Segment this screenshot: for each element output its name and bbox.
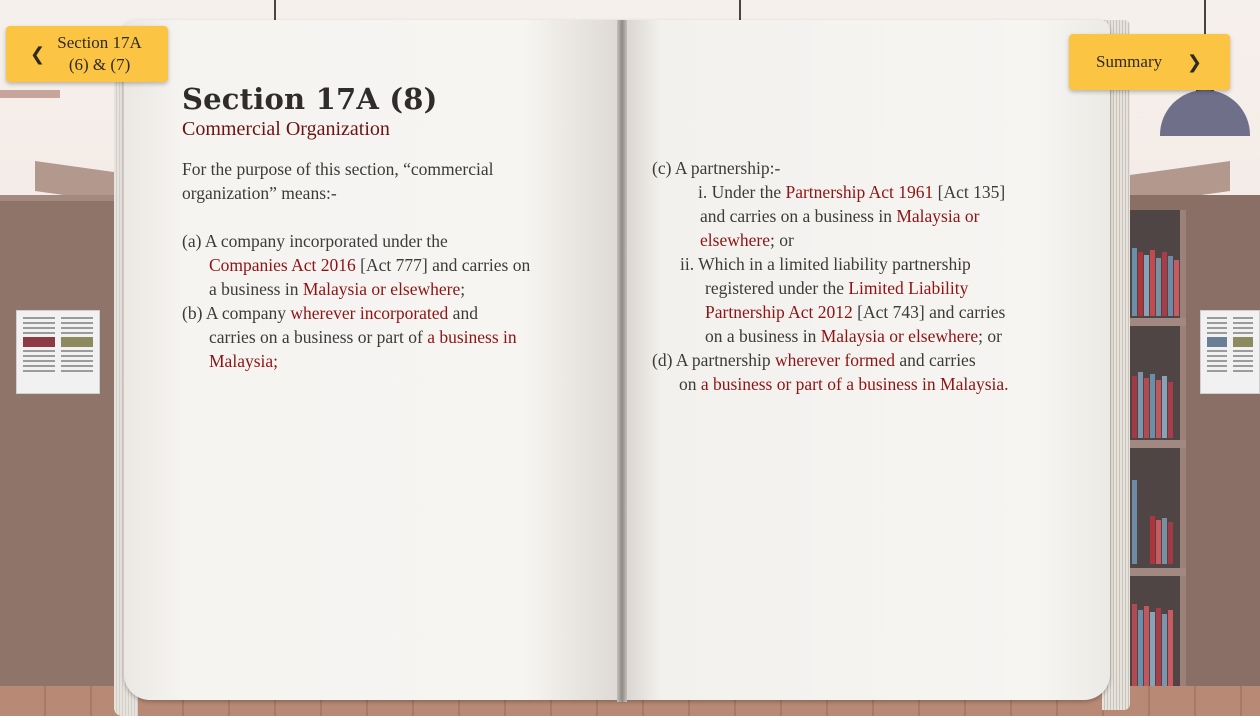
chevron-right-icon: ❯ <box>1186 51 1202 73</box>
highlight-term: Companies Act 2016 <box>209 255 356 275</box>
book <box>1144 255 1149 316</box>
summary-label: Summary <box>1096 52 1163 71</box>
book <box>1168 610 1173 694</box>
book <box>1168 256 1173 316</box>
book <box>1150 612 1155 694</box>
right-page-content <box>652 156 1072 396</box>
book <box>1156 608 1161 694</box>
book <box>1132 248 1137 316</box>
book <box>1168 522 1173 564</box>
item-d: (d) A partnership wherever formed and carries on a business or part of a business in Malaysia. <box>652 350 1009 394</box>
item-c: (c) A partnership:- i. Under the Partnership Act 1961 [Act 135] and carries on a business in Malaysia or elsewhere; or ii. Which in a limited liability partnership registered under the Limited Liability Partnership Act 2012 [Act 743] and carries on a business in Malaysia or elsewhere; or <box>652 156 1072 348</box>
book <box>1150 374 1155 438</box>
highlight-term: Partnership Act 2012 <box>705 302 853 322</box>
item-b: (b) A company wherever incorporated and carries on a business or part of a business in Malaysia; <box>182 303 517 371</box>
page-title: Section 17A (8) <box>182 82 438 116</box>
shelf-board <box>1128 568 1186 576</box>
highlight-term: elsewhere <box>700 230 770 250</box>
book <box>1138 252 1143 316</box>
book <box>1132 376 1137 438</box>
highlight-term: Malaysia or <box>896 206 980 226</box>
highlight-term: wherever incorporated <box>290 303 449 323</box>
bookshelf-left <box>0 195 118 716</box>
book <box>1144 378 1149 438</box>
book <box>1132 604 1137 694</box>
book <box>1144 606 1149 694</box>
shelf-board <box>1128 318 1186 326</box>
book <box>1162 614 1167 694</box>
item-c-i: i. Under the Partnership Act 1961 [Act 135] and carries on a business in Malaysia or elsewhere; or <box>698 182 1006 250</box>
book <box>1162 518 1167 564</box>
book <box>1156 380 1161 438</box>
highlight-term: Malaysia; <box>209 351 279 371</box>
book <box>1162 376 1167 438</box>
wall-poster-right <box>1200 310 1260 394</box>
item-c-ii: ii. Which in a limited liability partnership registered under the Limited Liability Partnership Act 2012 [Act 743] and carries on a business in Malaysia or elsewhere; or <box>680 254 1006 346</box>
wall-poster-left <box>16 310 100 394</box>
highlight-term: Partnership Act 1961 <box>785 182 934 202</box>
book <box>1150 250 1155 316</box>
item-a: (a) A company incorporated under the Companies Act 2016 [Act 777] and carries on a business in Malaysia or elsewhere; <box>182 231 531 299</box>
book <box>1168 382 1173 438</box>
book-spine <box>617 20 627 702</box>
left-page-content <box>182 82 582 373</box>
highlight-term: a business in <box>427 327 517 347</box>
book <box>1156 258 1161 316</box>
highlight-term: Limited Liability <box>848 278 969 298</box>
book <box>1138 610 1143 694</box>
chevron-left-icon: ❮ <box>30 43 46 65</box>
definition-intro: For the purpose of this section, “commercial organization” means:- <box>182 159 494 203</box>
previous-section-label: Section 17A (6) & (7) <box>57 33 142 74</box>
book <box>1162 252 1167 316</box>
summary-button[interactable] <box>1069 34 1230 90</box>
book <box>1174 260 1179 316</box>
highlight-term: Malaysia or elsewhere <box>302 279 461 299</box>
previous-section-button[interactable] <box>6 26 168 82</box>
page-subtitle: Commercial Organization <box>182 118 390 140</box>
shelf-board <box>1128 440 1186 448</box>
book <box>1132 480 1137 564</box>
highlight-term: wherever formed <box>774 350 895 370</box>
wall-trim <box>0 90 60 98</box>
highlight-term: Malaysia or elsewhere <box>820 326 979 346</box>
book <box>1150 516 1155 564</box>
book <box>1156 520 1161 564</box>
definition-list <box>182 229 582 373</box>
highlight-term: a business or part of a business in Malaysia. <box>700 374 1009 394</box>
book <box>1138 372 1143 438</box>
